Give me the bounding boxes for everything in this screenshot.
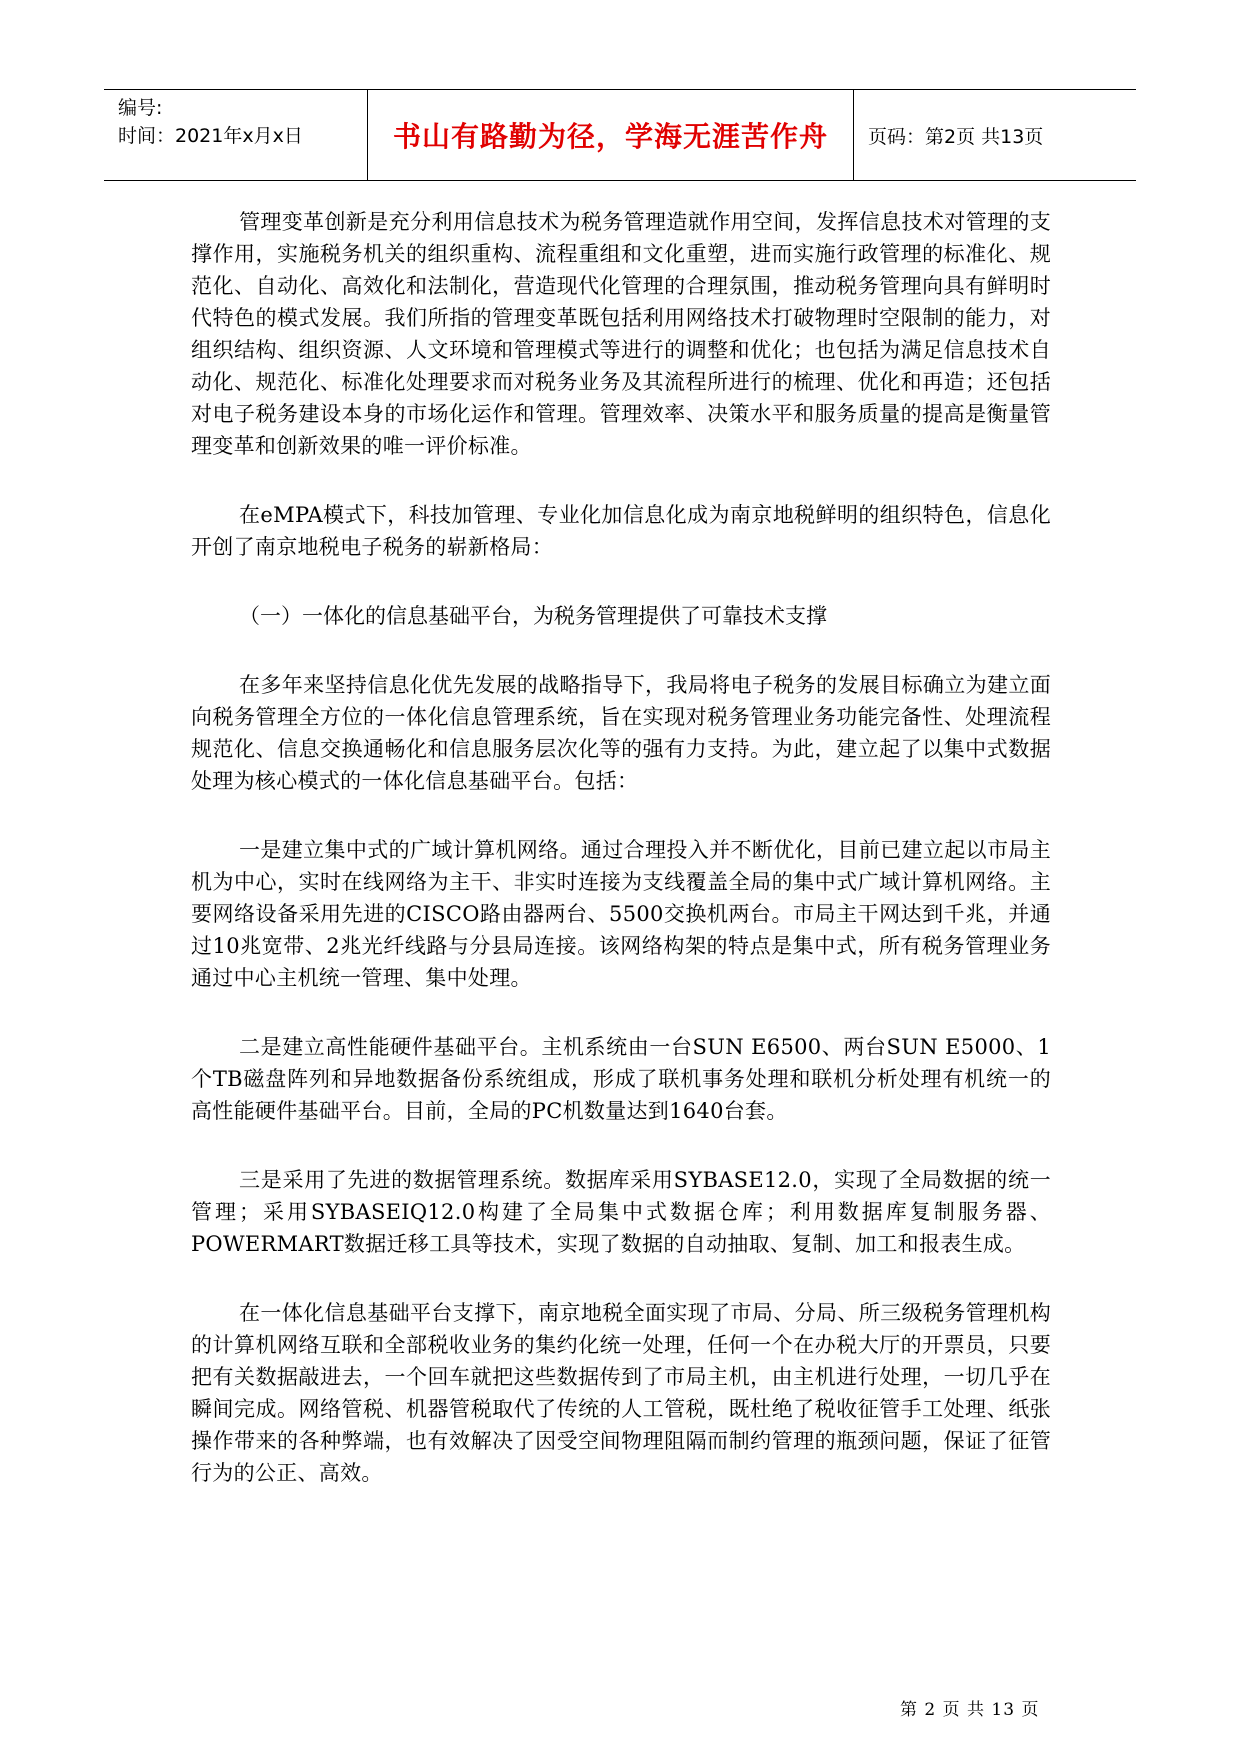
document-number-label: 编号:	[118, 97, 163, 119]
paragraph: 在多年来坚持信息化优先发展的战略指导下，我局将电子税务的发展目标确立为建立面向税务管理全方位的一体化信息管理系统，旨在实现对税务管理业务功能完备性、处理流程规范化、信息交换通畅化和信息服务层次化等的强有力支持。为此，建立起了以集中式数据处理为核心模式的一体化信息基础平台。包括：	[191, 673, 1051, 793]
header-page-code-cell	[854, 90, 1136, 180]
section-heading: （一）一体化的信息基础平台，为税务管理提供了可靠技术支撑	[239, 604, 827, 628]
paragraph: 管理变革创新是充分利用信息技术为税务管理造就作用空间，发挥信息技术对管理的支撑作用，实施税务机关的组织重构、流程重组和文化重塑，进而实施行政管理的标准化、规范化、自动化、高效化和法制化，营造现代化管理的合理氛围，推动税务管理向具有鲜明时代特色的模式发展。我们所指的管理变革既包括利用网络技术打破物理时空限制的能力，对组织结构、组织资源、人文环境和管理模式等进行的调整和优化；也包括为满足信息技术自动化、规范化、标准化处理要求而对税务业务及其流程所进行的梳理、优化和再造；还包括对电子税务建设本身的市场化运作和管理。管理效率、决策水平和服务质量的提高是衡量管理变革和创新效果的唯一评价标准。	[191, 210, 1051, 458]
paragraph: 在eMPA模式下，科技加管理、专业化加信息化成为南京地税鲜明的组织特色，信息化开创了南京地税电子税务的崭新格局：	[191, 503, 1051, 559]
header-meta	[104, 90, 368, 180]
paragraph: 在一体化信息基础平台支撑下，南京地税全面实现了市局、分局、所三级税务管理机构的计算机网络互联和全部税收业务的集约化统一处理，任何一个在办税大厅的开票员，只要把有关数据敲进去，一个回车就把这些数据传到了市局主机，由主机进行处理，一切几乎在瞬间完成。网络管税、机器管税取代了传统的人工管税，既杜绝了税收征管手工处理、纸张操作带来的各种弊端，也有效解决了因受空间物理阻隔而制约管理的瓶颈问题，保证了征管行为的公正、高效。	[191, 1301, 1051, 1485]
page-footer: 第 2 页 共 13 页	[900, 1700, 1040, 1720]
document-time-label: 时间：2021年x月x日	[118, 125, 303, 147]
paragraph: 二是建立高性能硬件基础平台。主机系统由一台SUN E6500、两台SUN E5000、1个TB磁盘阵列和异地数据备份系统组成，形成了联机事务处理和联机分析处理有机统一的高性能硬件基础平台。目前，全局的PC机数量达到1640台套。	[191, 1035, 1051, 1123]
paragraph: 三是采用了先进的数据管理系统。数据库采用SYBASE12.0，实现了全局数据的统一管理；采用SYBASEIQ12.0构建了全局集中式数据仓库；利用数据库复制服务器、POWERMART数据迁移工具等技术，实现了数据的自动抽取、复制、加工和报表生成。	[191, 1168, 1051, 1256]
document-body	[191, 206, 1051, 1526]
paragraph: 一是建立集中式的广域计算机网络。通过合理投入并不断优化，目前已建立起以市局主机为中心，实时在线网络为主干、非实时连接为支线覆盖全局的集中式广域计算机网络。主要网络设备采用先进的CISCO路由器两台、5500交换机两台。市局主干网达到千兆，并通过10兆宽带、2兆光纤线路与分县局连接。该网络构架的特点是集中式，所有税务管理业务通过中心主机统一管理、集中处理。	[191, 838, 1051, 990]
page-header	[104, 89, 1136, 181]
header-motto: 书山有路勤为径，学海无涯苦作舟	[392, 120, 828, 153]
header-page-code: 页码：第2页 共13页	[868, 125, 1044, 148]
header-motto-cell	[368, 90, 854, 180]
